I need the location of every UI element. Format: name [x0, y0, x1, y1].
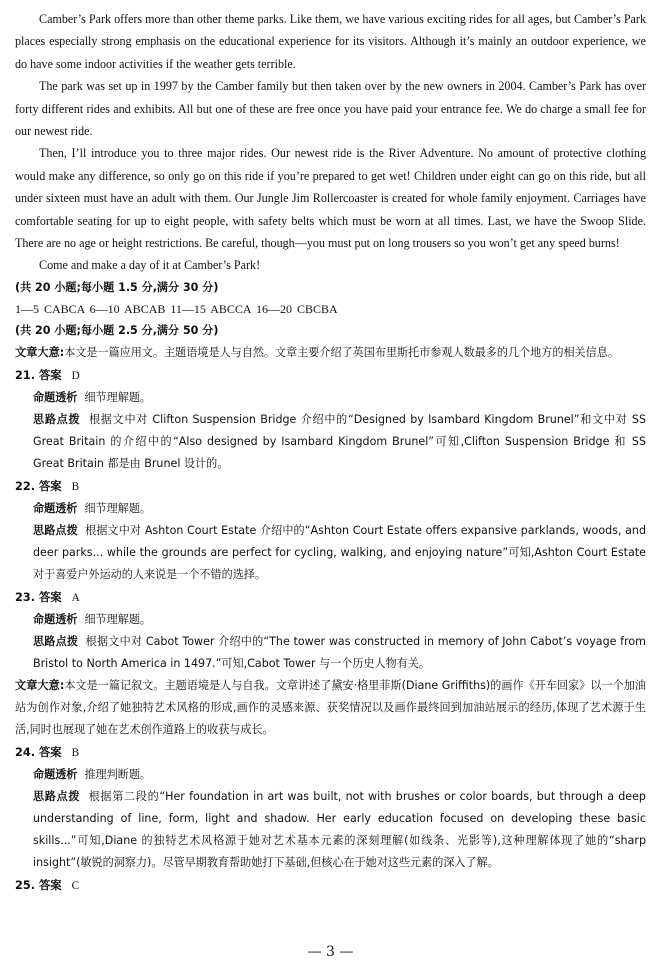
summary-text: 本文是一篇应用文。主题语境是人与自然。文章主要介绍了英国布里斯托市参观人数最多的几个地方的相关信息。: [64, 345, 619, 359]
answer-label: 答案: [38, 368, 62, 382]
page-number: — 3 —: [307, 944, 354, 960]
answer-label: 答案: [38, 590, 62, 604]
question-25-answer: 25. 答案 C: [15, 878, 80, 892]
answer-value: B: [71, 480, 80, 493]
question-22-answer: 22. 答案 B: [15, 479, 80, 493]
question-23-hint: 思路点拨 根据文中对 Cabot Tower 介绍中的“The tower was constructed in memory of John Cabot’s voyage from Bristol to North America in 1497.”可知,Cabot Tower 与一个历史人物有关。: [33, 634, 646, 670]
section1-header: (共 20 小题;每小题 1.5 分,满分 30 分): [15, 280, 219, 294]
summary-label: 文章大意:: [15, 678, 65, 692]
summary-2: [15, 675, 646, 741]
question-24-answer: 24. 答案 B: [15, 745, 80, 759]
answer-value: D: [71, 369, 80, 382]
question-23-type: 命题透析 细节理解题。: [33, 612, 152, 626]
summary-text: 本文是一篇记叙文。主题语境是人与自我。文章讲述了黛安·格里菲斯(Diane Griffiths)的画作《开车回家》以一个加油站为创作对象,介绍了她独特艺术风格的形成,画作的灵感来源、获奖情况以及画作最终回到加油站展示的经历,体现了艺术源于生活,同时也展现了她在艺术创作道路上的收获与成长。: [15, 678, 646, 736]
question-24-type: 命题透析 推理判断题。: [33, 767, 152, 781]
section1-answer-keys: 1—5 CABCA 6—10 ABCAB 11—15 ABCCA 16—20 CBCBA: [15, 301, 338, 316]
answer-label: 答案: [38, 479, 62, 493]
question-21-answer: 21. 答案 D: [15, 368, 80, 382]
answer-value: A: [71, 591, 80, 604]
passage-paragraph-3: Then, I’ll introduce you to three major rides. Our newest ride is the River Adventure. No amount of protective clothing would make any difference, so only go on this ride if you’re prepared to get wet! Children under eight can go on this ride, but all under sixteen must have an adult with them. Our Jungle Jim Rollercoaster is created for whole family enjoyment. Carriages have comfortable seating for up to eight people, with safety belts which must be worn at all times. Last, we have the Swoop Slide. There are no age or height restrictions. Be careful, though—you must put on long trousers so you won’t get any speed burns!: [15, 146, 646, 251]
summary-label: 文章大意:: [15, 345, 65, 359]
question-22-type: 命题透析 细节理解题。: [33, 501, 152, 515]
answer-label: 答案: [38, 878, 62, 892]
answer-value: C: [71, 879, 80, 892]
passage-paragraph-1: Camber’s Park offers more than other theme parks. Like them, we have various exciting rides for all ages, but Camber’s Park places especially strong emphasis on the educational experience for its visitors. Although it’s mainly an outdoor experience, we do have some indoor activities if the weather gets terrible.: [15, 12, 646, 71]
passage-paragraph-2: The park was set up in 1997 by the Camber family but then taken over by the new owners in 2004. Camber’s Park has over forty different rides and exhibits. All but one of these are free once you have paid your entrance fee. We do charge a small fee for our newest ride.: [15, 79, 646, 139]
question-22-hint: 思路点拨 根据文中对 Ashton Court Estate 介绍中的“Ashton Court Estate offers expansive parklands, woods, and deer parks... while the grounds are perfect for cycling, walking, and enjoying nature”可知,Ashton Court Estate 对于喜爱户外运动的人来说是一个不错的选择。: [33, 523, 646, 581]
question-23-answer: 23. 答案 A: [15, 590, 80, 604]
section2-header: (共 20 小题;每小题 2.5 分,满分 50 分): [15, 323, 219, 337]
question-21-hint: 思路点拨 根据文中对 Clifton Suspension Bridge 介绍中的“Designed by Isambard Kingdom Brunel”和文中对 SS Great Britain 的介绍中的“Also designed by Isambard Kingdom Brunel”可知,Clifton Suspension Bridge 和 SS Great Britain 都是由 Brunel 设计的。: [33, 412, 646, 470]
passage-paragraph-4: Come and make a day of it at Camber’s Park!: [39, 258, 261, 273]
question-21-type: 命题透析 细节理解题。: [33, 390, 152, 404]
summary-1: [15, 342, 646, 364]
question-24-hint: 思路点拨 根据第二段的“Her foundation in art was built, not with brushes or color boards, but through a deep understanding of line, form, light and shadow. Her early education focused on developing these basic skills...”可知,Diane 的独特艺术风格源于她对艺术基本元素的深刻理解(如线条、光影等),这种理解体现了她的“sharp insight”(敏锐的洞察力)。尽管早期教育帮助她打下基础,但核心在于她对这些元素的深入了解。: [33, 789, 646, 869]
answer-value: B: [71, 746, 80, 759]
answer-label: 答案: [38, 745, 62, 759]
